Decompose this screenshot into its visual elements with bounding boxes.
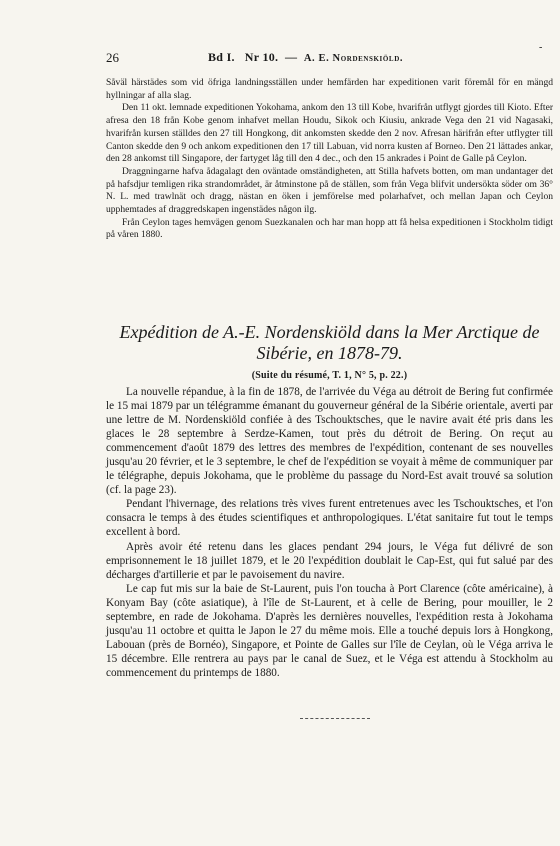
header-dash: — [284, 50, 298, 64]
header-title [208, 50, 403, 65]
french-title-line-1: Expédition de A.-E. Nordenskiöld dans la Mer Arctique de [119, 322, 540, 342]
french-paragraph: La nouvelle répandue, à la fin de 1878, de l'arrivée du Véga au détroit de Bering fut confirmée le 15 mai 1879 par un télégramme émanant du gouverneur général de la Sibérie orientale, averti par une lettre de M. Nordenskiöld confiée à des Tschouktsches, que le navire avait été pris dans les glaces le 28 septembre à Serdze-Kamen, tout près du détroit de Bering. On reçut au commencement d'août 1879 des lettres des membres de l'expédition, contenant de ses nouvelles jusqu'au 20 février, et le 3 septembre, le chef de l'expédition se voyait à même de communiquer par le télégraphe, depuis Jokohama, que le problème du passage du Nord-Est avait trouvé sa solution (cf. la page 23). [106, 386, 553, 497]
swedish-paragraph: Draggningarne hafva ådagalagt den oväntade omständigheten, att Stilla hafvets botten, om man undantager det på hafsdjur temligen rika strandområdet, är åtminstone på de ställen, som från Vega blifvit undersökta söder om 36° N. L. med trawlnät och dragg, nästan en öken i jemförelse med polarhafvet, och mellan Japan och Ceylon upphemtades af draggredskapen ingenstädes någon ilg. [106, 165, 553, 216]
header-number: Nr 10. [244, 50, 279, 64]
swedish-paragraph: Från Ceylon tages hemvägen genom Suezkanalen och har man hopp att få helsa expeditionen i Stockholm tidigt på våren 1880. [106, 216, 553, 241]
page-number: 26 [106, 50, 119, 65]
french-section [106, 385, 553, 680]
running-header [106, 42, 546, 66]
header-author: A. E. Nordenskiöld. [303, 53, 404, 64]
french-title-line-2: Sibérie, en 1878-79. [256, 343, 403, 363]
french-section-title [106, 322, 553, 364]
swedish-paragraph: Den 11 okt. lemnade expeditionen Yokohama, ankom den 13 till Kobe, hvarifrån utflygt gjordes till Kioto. Efter afresa den 18 från Kobe genom inhafvet mellan Houdu, Sikok och Kiusiu, ankrade Vega den 21 vid Nagasaki, hvarifrån kursen ställdes den 27 till Hongkong, dit ankomsten skedde den 2 nov. Afresan härifrån efter utflygter till Canton skedde den 9 och ankom expeditionen den 17 till Labuan, vid norra kusten af Borneo. Den 21 lättades ankar, den 28 ankomst till Singapore, der fartyget låg till den 4 dec., och den 15 ankrades i Point de Galle på Ceylon. [106, 102, 553, 165]
french-paragraph: Après avoir été retenu dans les glaces pendant 294 jours, le Véga fut délivré de son emprisonnement le 18 juillet 1879, et le 20 l'expédition doublait le Cap-Est, qui fut salué par des décharges d'artillerie et par le pavoisement du navire. [106, 540, 553, 581]
section-divider [300, 718, 370, 720]
french-paragraph: Le cap fut mis sur la baie de St-Laurent, puis l'on toucha à Port Clarence (côte américaine), à Konyam Bay (côte asiatique), à l'île de St-Laurent, et à celle de Bering, pour mouiller, le 2 septembre, en rade de Jokohama. D'après les dernières nouvelles, l'expédition resta à Jokohama jusqu'au 11 octobre et quitta le Japon le 27 du même mois. Elle a touché depuis lors à Hongkong, Labouan (près de Bornéo), Singapore, et Pointe de Galles sur l'île de Ceylan, où le Véga arriva le 15 décembre. Elle rentrera au pays par le canal de Suez, et le Véga est attendu à Stockholm au commencement du printemps de 1880. [106, 582, 553, 679]
corner-mark: - [539, 42, 543, 53]
swedish-section [106, 77, 553, 242]
swedish-paragraph: Såväl härstädes som vid öfriga landningsställen under hemfärden har expeditionen varit föremål för en mängd hyllningar af alla slag. [106, 77, 553, 101]
suite-note: (Suite du résumé, T. 1, N° 5, p. 22.) [251, 370, 408, 381]
french-paragraph: Pendant l'hivernage, des relations très vives furent entretenues avec les Tschouktsches, et l'on consacra le temps à des études scientifiques et anthropologiques. L'état sanitaire fut tout le temps excellent à bord. [106, 498, 553, 539]
header-volume: Bd I. [208, 50, 235, 64]
